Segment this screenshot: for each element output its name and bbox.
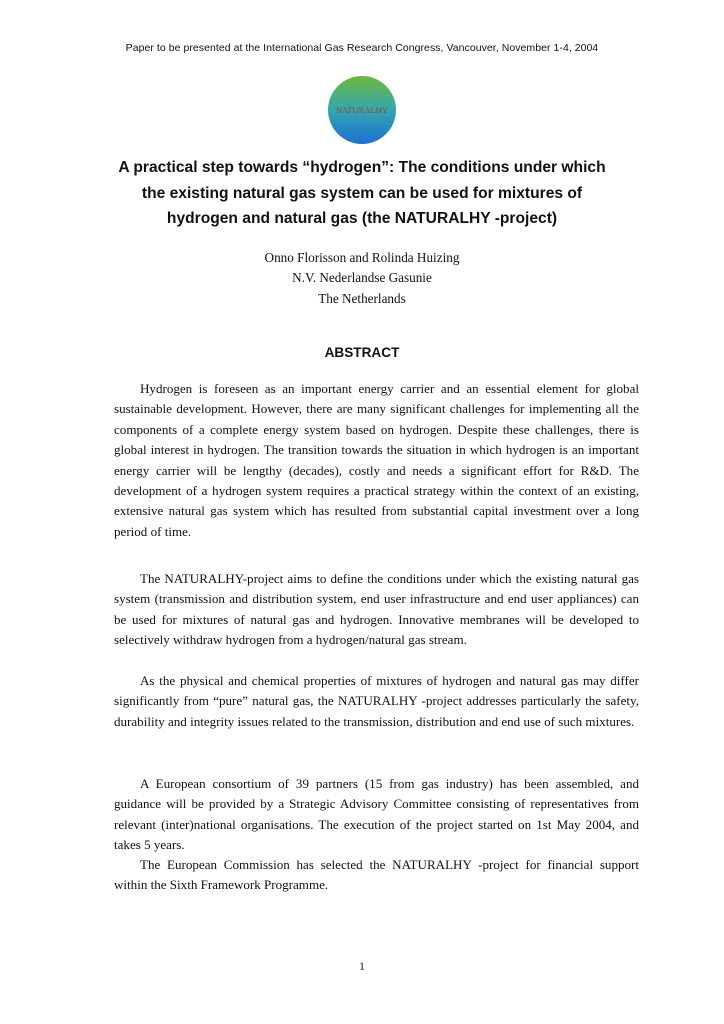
page-number: 1 (359, 961, 365, 973)
title-line-1: A practical step towards “hydrogen”: The conditions under which (118, 159, 606, 176)
author-names: Onno Florisson and Rolinda Huizing (264, 250, 460, 265)
abstract-paragraph-4: A European consortium of 39 partners (15 from gas industry) has been assembled, and guidance will be provided by a Strategic Advisory Committee consisting of representatives from relevant (inter)national organisations. The execution of the project started on 1st May 2004, and takes 5 years. (114, 776, 639, 853)
naturalhy-logo (327, 75, 397, 145)
naturalhy-logo-graphic (327, 75, 397, 145)
title-line-3: hydrogen and natural gas (the NATURALHY -project) (166, 210, 558, 227)
abstract-paragraph-2: The NATURALHY-project aims to define the conditions under which the existing natural gas system (transmission and distribution system, end user infrastructure and end user appliances) can be used for mixtures of natural gas and hydrogen. Innovative membranes will be developed to selectively withdraw hydrogen from a hydrogen/natural gas stream. (114, 571, 639, 648)
abstract-paragraph-1: Hydrogen is foreseen as an important energy carrier and an essential element for global sustainable development. However, there are many significant challenges for implementing all the components of a complete energy system based on hydrogen. Despite these challenges, there is global interest in hydrogen. The transition towards the situation in which hydrogen is an important energy carrier will be lengthy (decades), costly and needs a significant effort for R&D. The development of a hydrogen system requires a practical strategy within the context of an existing, extensive natural gas system which has resulted from substantial capital investment over a long period of time. (114, 381, 639, 539)
abstract-heading: ABSTRACT (324, 345, 400, 360)
author-organization: N.V. Nederlandse Gasunie (292, 270, 432, 286)
conference-header-note: Paper to be presented at the International Gas Research Congress, Vancouver, November 1-4, 2004 (125, 42, 599, 54)
author-country: The Netherlands (318, 290, 406, 306)
logo-text: NATURALHY (336, 105, 388, 115)
paper-title (60, 155, 664, 232)
author-block (0, 248, 724, 309)
abstract-paragraph-3: As the physical and chemical properties of mixtures of hydrogen and natural gas may differ significantly from “pure” natural gas, the NATURALHY -project addresses particularly the safety, durability and integrity issues related to the transmission, distribution and end use of such mixtures. (114, 673, 639, 729)
abstract-paragraph-5: The European Commission has selected the NATURALHY -project for financial support within the Sixth Framework Programme. (114, 857, 639, 893)
title-line-2: the existing natural gas system can be used for mixtures of (141, 184, 583, 202)
